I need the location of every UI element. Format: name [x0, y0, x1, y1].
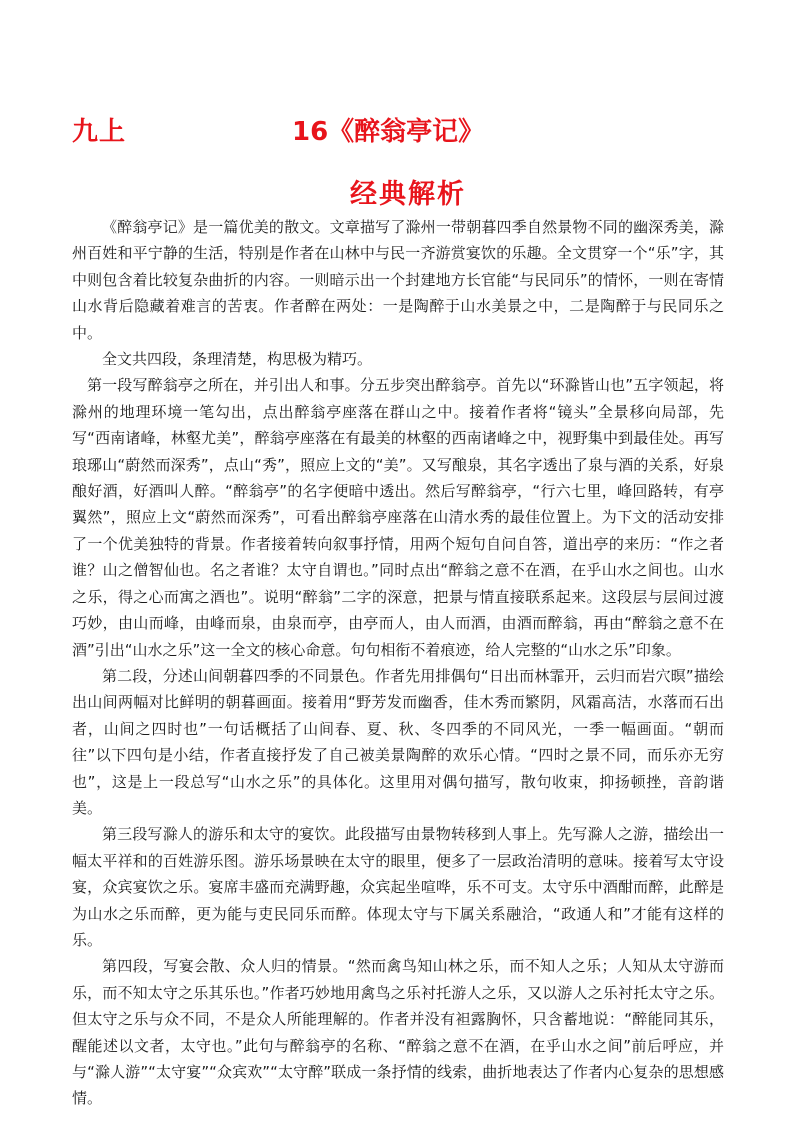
- title-row: [72, 111, 722, 151]
- grade-label: 九上: [72, 117, 127, 147]
- paragraph-intro: 《醉翁亭记》是一篇优美的散文。文章描写了滁州一带朝暮四季自然景物不同的幽深秀美，滁州百姓和平宁静的生活，特别是作者在山林中与民一齐游赏宴饮的乐趣。全文贯穿一个“乐”字，其中则包含着比较复杂曲折的内容。一则暗示出一个封建地方长官能“与民同乐”的情怀，一则在寄情山水背后隐藏着难言的苦衷。作者醉在两处：一是陶醉于山水美景之中，二是陶醉于与民同乐之中。: [72, 218, 724, 342]
- section-heading: 经典解析: [350, 179, 466, 210]
- article-body: [72, 214, 724, 1112]
- lesson-title: 16《醉翁亭记》: [292, 117, 485, 147]
- paragraph-section-one: 第一段写醉翁亭之所在，并引出人和事。分五步突出醉翁亭。首先以“环滁皆山也”五字领起，将滁州的地理环境一笔勾出，点出醉翁亭座落在群山之中。接着作者将“镜头”全景移向局部，先写“西南诸峰，林壑尤美”，醉翁亭座落在有最美的林壑的西南诸峰之中，视野集中到最佳处。再写琅琊山“蔚然而深秀”，点山“秀”，照应上文的“美”。又写酿泉，其名字透出了泉与酒的关系，好泉酿好酒，好酒叫人醉。“醉翁亭”的名字便暗中透出。然后写醉翁亭，“行六七里，峰回路转，有亭翼然”，照应上文“蔚然而深秀”，可看出醉翁亭座落在山清水秀的最佳位置上。为下文的活动安排了一个优美独特的背景。作者接着转向叙事抒情，用两个短句自问自答，道出亭的来历：“作之者谁？山之僧智仙也。名之者谁？太守自谓也。”同时点出“醉翁之意不在酒，在乎山水之间也。山水之乐，得之心而寓之酒也”。说明“醉翁”二字的深意，把景与情直接联系起来。这段层与层间过渡巧妙，由山而峰，由峰而泉，由泉而亭，由亭而人，由人而酒，由酒而醉翁，再由“醉翁之意不在酒”引出“山水之乐”这一全文的核心命意。句句相衔不着痕迹，给人完整的“山水之乐”印象。: [72, 376, 724, 659]
- paragraph-structure: 全文共四段，条理清楚，构思极为精巧。: [102, 350, 373, 369]
- paragraph-section-four: 第四段，写宴会散、众人归的情景。“然而禽鸟知山林之乐，而不知人之乐；人知从太守游而乐，而不知太守之乐其乐也。”作者巧妙地用禽鸟之乐衬托游人之乐，又以游人之乐衬托太守之乐。但太守之乐与众不同，不是众人所能理解的。作者并没有袒露胸怀，只含蓄地说：“醉能同其乐，醒能述以文者，太守也。”此句与醉翁亭的名称、“醉翁之意不在酒，在乎山水之间”前后呼应，并与“滁人游”“太守宴”“众宾欢”“太守醉”联成一条抒情的线索，曲折地表达了作者内心复杂的思想感情。: [72, 957, 724, 1108]
- paragraph-section-two: 第二段，分述山间朝暮四季的不同景色。作者先用排偶句“日出而林霏开，云归而岩穴暝”描绘出山间两幅对比鲜明的朝暮画面。接着用“野芳发而幽香，佳木秀而繁阴，风霜高洁，水落而石出者，山间之四时也”一句话概括了山间春、夏、秋、冬四季的不同风光，一季一幅画面。“朝而往”以下四句是小结，作者直接抒发了自己被美景陶醉的欢乐心情。“四时之景不同，而乐亦无穷也”，这是上一段总写“山水之乐”的具体化。这里用对偶句描写，散句收束，抑扬顿挫，音韵谐美。: [72, 666, 724, 817]
- paragraph-section-three: 第三段写滁人的游乐和太守的宴饮。此段描写由景物转移到人事上。先写滁人之游，描绘出一幅太平祥和的百姓游乐图。游乐场景映在太守的眼里，便多了一层政治清明的意味。接着写太守设宴，众宾宴饮之乐。宴席丰盛而充满野趣，众宾起坐喧哗，乐不可支。太守乐中酒酣而醉，此醉是为山水之乐而醉，更为能与吏民同乐而醉。体现太守与下属关系融洽，“政通人和”才能有这样的乐。: [72, 825, 724, 949]
